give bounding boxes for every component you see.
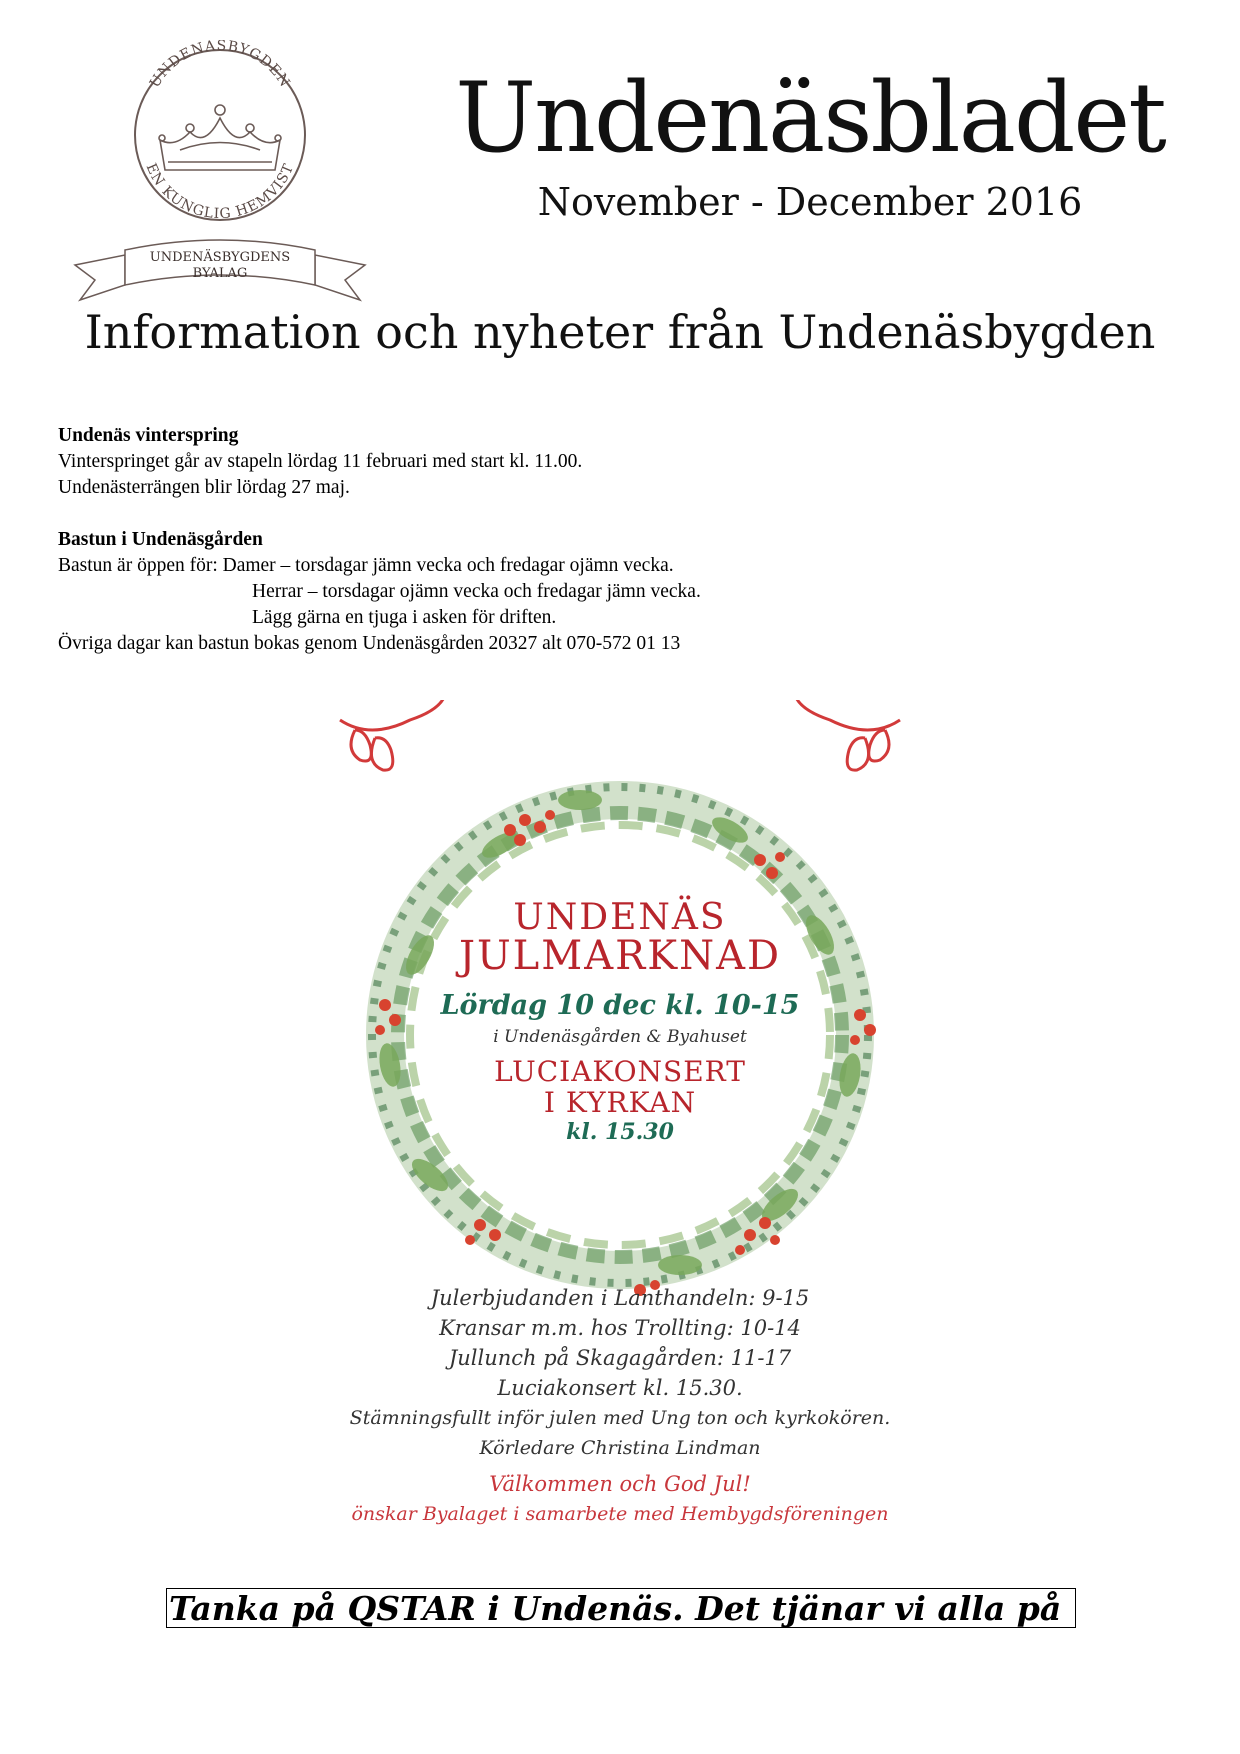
ribbon-swirl-left: [340, 700, 445, 770]
poster-greeting: Välkommen och God Jul!: [489, 1472, 751, 1496]
schedule-item: Körledare Christina Lindman: [479, 1437, 761, 1459]
crown-icon: [70, 40, 370, 310]
issue-date: November - December 2016: [537, 180, 1083, 224]
notice-line: Övriga dagar kan bastun bokas genom Undenäsgården 20327 alt 070-572 01 13: [58, 633, 681, 654]
poster-concert-time: kl. 15.30: [566, 1118, 674, 1145]
notice-line: Herrar – torsdagar ojämn vecka och fredagar jämn vecka.: [252, 581, 701, 602]
poster-venue: i Undenäsgården & Byahuset: [493, 1027, 747, 1047]
ribbon-swirl-right: [795, 700, 900, 770]
masthead: [440, 62, 1180, 224]
poster-title-line1: UNDENÄS: [513, 897, 727, 938]
schedule-item: Jullunch på Skagagården: 11-17: [448, 1346, 792, 1370]
notice-bastun: [58, 527, 1178, 657]
notice-line: Bastun är öppen för: Damer – torsdagar jämn vecka och fredagar ojämn vecka.: [58, 555, 674, 576]
schedule-item: Luciakonsert kl. 15.30.: [497, 1376, 743, 1400]
byalag-logo: [70, 40, 370, 310]
notice-line: Lägg gärna en tjuga i asken för driften.: [252, 607, 557, 628]
notice-line: Vinterspringet går av stapeln lördag 11 februari med start kl. 11.00.: [58, 451, 583, 472]
logo-ribbon-line2: BYALAG: [192, 266, 248, 281]
logo-ring-top: UNDENÄSBYGDEN: [146, 40, 294, 91]
poster-concert-line2: I KYRKAN: [543, 1085, 697, 1119]
poster-concert-line1: LUCIAKONSERT: [494, 1055, 746, 1088]
poster-schedule: [300, 1283, 940, 1529]
notice-heading: Bastun i Undenäsgården: [58, 529, 263, 550]
newsletter-title: Undenäsbladet: [455, 62, 1165, 174]
poster-date: Lördag 10 dec kl. 10-15: [440, 990, 800, 1021]
poster-title-line2: JULMARKNAD: [458, 933, 782, 979]
notice-heading: Undenäs vinterspring: [58, 425, 239, 446]
page-subtitle: Information och nyheter från Undenäsbygden: [84, 305, 1156, 359]
svg-text:UNDENÄSBYGDEN: [147, 40, 293, 91]
notices: [58, 423, 1178, 683]
notice-line: Undenästerrängen blir lördag 27 maj.: [58, 477, 350, 498]
logo-ring-bottom: EN KUNGLIG HEMVIST: [142, 161, 298, 223]
schedule-item: Julerbjudanden i Lanthandeln: 9-15: [430, 1286, 810, 1310]
schedule-item: Stämningsfullt inför julen med Ung ton och kyrkokören.: [349, 1407, 891, 1429]
qstar-banner: Tanka på QSTAR i Undenäs. Det tjänar vi alla på: [166, 1588, 1076, 1628]
notice-vinterspring: [58, 423, 1178, 501]
schedule-item: Kransar m.m. hos Trollting: 10-14: [439, 1316, 801, 1340]
poster-greeting-sender: önskar Byalaget i samarbete med Hembygdsföreningen: [351, 1503, 889, 1525]
logo-ribbon-line1: UNDENÄSBYGDENS: [149, 250, 291, 265]
julmarknad-announcement: [300, 897, 940, 1145]
